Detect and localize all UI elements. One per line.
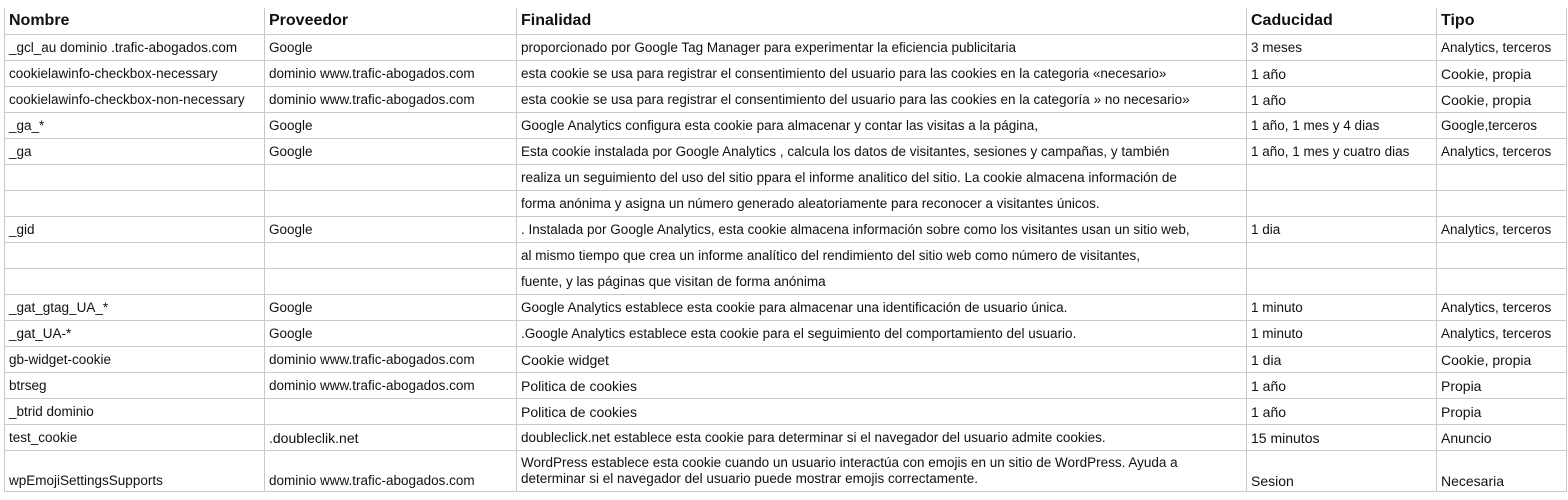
table-row [5,373,1567,399]
table-row [5,165,1567,191]
cell-caducidad [1247,165,1437,191]
header-finalidad: Finalidad [517,8,1247,35]
cell-caducidad: 1 año [1247,399,1437,425]
cell-caducidad [1247,243,1437,269]
cell-tipo: Analytics, terceros [1437,35,1567,61]
cell-finalidad: WordPress establece esta cookie cuando un usuario interactúa con emojis en un sitio de WordPress. Ayuda a determinar si el navegador del usuario puede mostrar emojis correctamente. [517,451,1247,492]
cell-proveedor [265,191,517,217]
cell-finalidad: . Instalada por Google Analytics, esta cookie almacena información sobre como los visitantes usan un sitio web, [517,217,1247,243]
table-row [5,87,1567,113]
cell-nombre: cookielawinfo-checkbox-non-necessary [5,87,265,113]
cell-caducidad: 1 año [1247,61,1437,87]
cell-proveedor: Google [265,321,517,347]
table-row [5,243,1567,269]
cell-tipo: Cookie, propia [1437,87,1567,113]
cell-proveedor: dominio www.trafic-abogados.com [265,451,517,492]
cell-nombre: btrseg [5,373,265,399]
header-caducidad: Caducidad [1247,8,1437,35]
table-row [5,321,1567,347]
table-row [5,217,1567,243]
cell-tipo: Necesaria [1437,451,1567,492]
cell-caducidad: 1 dia [1247,347,1437,373]
cell-caducidad: Sesion [1247,451,1437,492]
table-row [5,347,1567,373]
cell-proveedor [265,269,517,295]
cell-proveedor [265,399,517,425]
cell-caducidad: 1 minuto [1247,295,1437,321]
table-row [5,295,1567,321]
cell-tipo: Propia [1437,399,1567,425]
cell-proveedor: dominio www.trafic-abogados.com [265,87,517,113]
cell-nombre: test_cookie [5,425,265,451]
cell-tipo [1437,243,1567,269]
cell-caducidad: 1 año, 1 mes y cuatro dias [1247,139,1437,165]
table-row [5,451,1567,492]
cell-nombre: gb-widget-cookie [5,347,265,373]
cell-tipo: Analytics, terceros [1437,139,1567,165]
cell-proveedor: Google [265,295,517,321]
cell-nombre [5,165,265,191]
cell-finalidad: esta cookie se usa para registrar el consentimiento del usuario para las cookies en la categoría » no necesario» [517,87,1247,113]
cell-proveedor: Google [265,217,517,243]
cell-proveedor: Google [265,113,517,139]
cell-finalidad: Google Analytics establece esta cookie para almacenar una identificación de usuario única. [517,295,1247,321]
cell-finalidad: esta cookie se usa para registrar el consentimiento del usuario para las cookies en la categoria «necesario» [517,61,1247,87]
cell-tipo: Cookie, propia [1437,61,1567,87]
cell-nombre: _gcl_au dominio .trafic-abogados.com [5,35,265,61]
header-tipo: Tipo [1437,8,1567,35]
cell-nombre [5,269,265,295]
cell-finalidad: forma anónima y asigna un número generado aleatoriamente para reconocer a visitantes únicos. [517,191,1247,217]
cell-caducidad [1247,269,1437,295]
cell-proveedor: dominio www.trafic-abogados.com [265,61,517,87]
cell-finalidad: Esta cookie instalada por Google Analytics , calcula los datos de visitantes, sesiones y campañas, y también [517,139,1247,165]
cell-proveedor [265,165,517,191]
header-row [5,8,1567,35]
cell-tipo: Cookie, propia [1437,347,1567,373]
cell-finalidad: fuente, y las páginas que visitan de forma anónima [517,269,1247,295]
header-nombre: Nombre [5,8,265,35]
cell-tipo: Anuncio [1437,425,1567,451]
cell-finalidad: Cookie widget [517,347,1247,373]
cell-caducidad: 15 minutos [1247,425,1437,451]
cell-finalidad: proporcionado por Google Tag Manager para experimentar la eficiencia publicitaria [517,35,1247,61]
cell-finalidad: doubleclick.net establece esta cookie para determinar si el navegador del usuario admite cookies. [517,425,1247,451]
cell-proveedor: dominio www.trafic-abogados.com [265,347,517,373]
cell-nombre: cookielawinfo-checkbox-necessary [5,61,265,87]
cell-proveedor [265,243,517,269]
cell-finalidad: .Google Analytics establece esta cookie para el seguimiento del comportamiento del usuario. [517,321,1247,347]
cell-caducidad: 3 meses [1247,35,1437,61]
cell-tipo [1437,269,1567,295]
cell-tipo [1437,191,1567,217]
cell-finalidad: Google Analytics configura esta cookie para almacenar y contar las visitas a la página, [517,113,1247,139]
cell-nombre [5,243,265,269]
cell-tipo [1437,165,1567,191]
cell-nombre: wpEmojiSettingsSupports [5,451,265,492]
cell-nombre [5,191,265,217]
cell-caducidad: 1 año [1247,87,1437,113]
table-row [5,61,1567,87]
table-row [5,425,1567,451]
cell-finalidad: realiza un seguimiento del uso del sitio ppara el informe analitico del sitio. La cookie almacena información de [517,165,1247,191]
cell-nombre: _btrid dominio [5,399,265,425]
header-proveedor: Proveedor [265,8,517,35]
table-row [5,35,1567,61]
cell-proveedor: dominio www.trafic-abogados.com [265,373,517,399]
cell-nombre: _gat_UA-* [5,321,265,347]
cell-caducidad: 1 año, 1 mes y 4 dias [1247,113,1437,139]
cell-finalidad: Politica de cookies [517,373,1247,399]
cell-proveedor: .doubleclik.net [265,425,517,451]
cell-nombre: _ga [5,139,265,165]
cell-nombre: _gid [5,217,265,243]
table-row [5,191,1567,217]
cell-caducidad: 1 minuto [1247,321,1437,347]
cell-caducidad: 1 año [1247,373,1437,399]
table-row [5,399,1567,425]
cell-nombre: _gat_gtag_UA_* [5,295,265,321]
cell-caducidad [1247,191,1437,217]
table-header [5,8,1567,35]
table-body [5,35,1567,492]
cell-finalidad: al mismo tiempo que crea un informe analítico del rendimiento del sitio web como número de visitantes, [517,243,1247,269]
cell-finalidad: Politica de cookies [517,399,1247,425]
cell-tipo: Analytics, terceros [1437,295,1567,321]
table-row [5,113,1567,139]
cell-tipo: Analytics, terceros [1437,217,1567,243]
cell-tipo: Google,terceros [1437,113,1567,139]
cell-tipo: Propia [1437,373,1567,399]
table-row [5,269,1567,295]
cell-caducidad: 1 dia [1247,217,1437,243]
cell-nombre: _ga_* [5,113,265,139]
table-row [5,139,1567,165]
cell-tipo: Analytics, terceros [1437,321,1567,347]
cookies-table [4,8,1567,492]
cell-proveedor: Google [265,139,517,165]
cell-proveedor: Google [265,35,517,61]
